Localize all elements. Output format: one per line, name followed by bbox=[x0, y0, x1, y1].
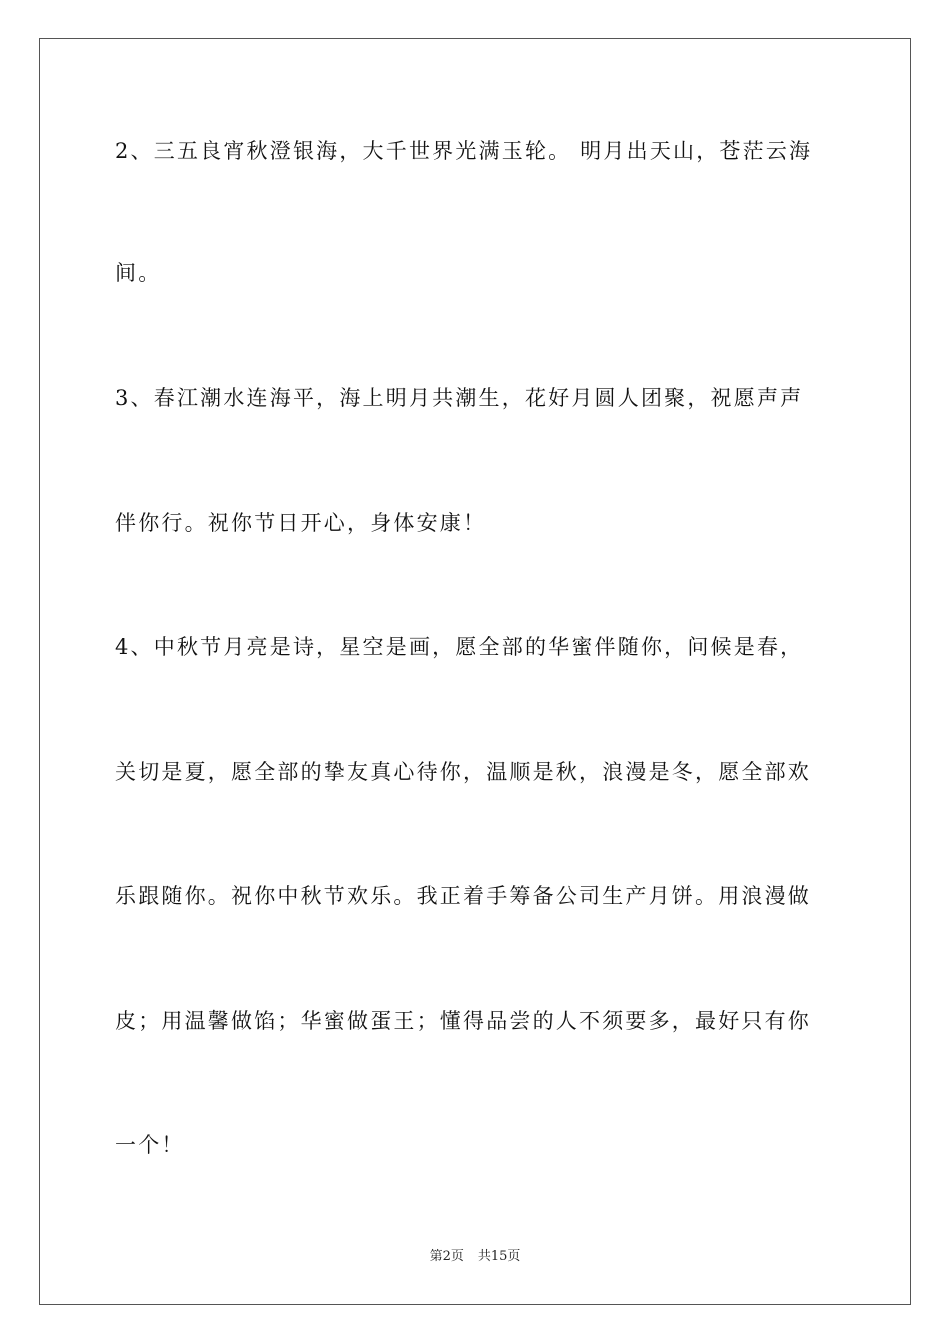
body-text-line: 伴你行。祝你节日开心，身体安康！ bbox=[115, 511, 487, 535]
body-text-line: 4、中秋节月亮是诗，星空是画，愿全部的华蜜伴随你，问候是春， bbox=[115, 635, 804, 659]
body-text-line: 间。 bbox=[115, 261, 162, 285]
body-text-line: 关切是夏，愿全部的挚友真心待你，温顺是秋，浪漫是冬，愿全部欢 bbox=[115, 760, 811, 784]
page-footer bbox=[0, 1247, 950, 1267]
page-number: 第2页 bbox=[429, 1249, 464, 1264]
body-text-line: 3、春江潮水连海平，海上明月共潮生，花好月圆人团聚，祝愿声声 bbox=[115, 386, 804, 410]
body-text-line: 2、三五良宵秋澄银海，大千世界光满玉轮。 明月出天山，苍茫云海 bbox=[115, 139, 813, 163]
body-text-line: 皮；用温馨做馅；华蜜做蛋王；懂得品尝的人不须要多，最好只有你 bbox=[115, 1009, 811, 1033]
page-border bbox=[39, 38, 911, 1305]
body-text-line: 一个！ bbox=[115, 1133, 185, 1157]
body-text-line: 乐跟随你。祝你中秋节欢乐。我正着手筹备公司生产月饼。用浪漫做 bbox=[115, 884, 811, 908]
total-pages: 共15页 bbox=[477, 1249, 521, 1264]
